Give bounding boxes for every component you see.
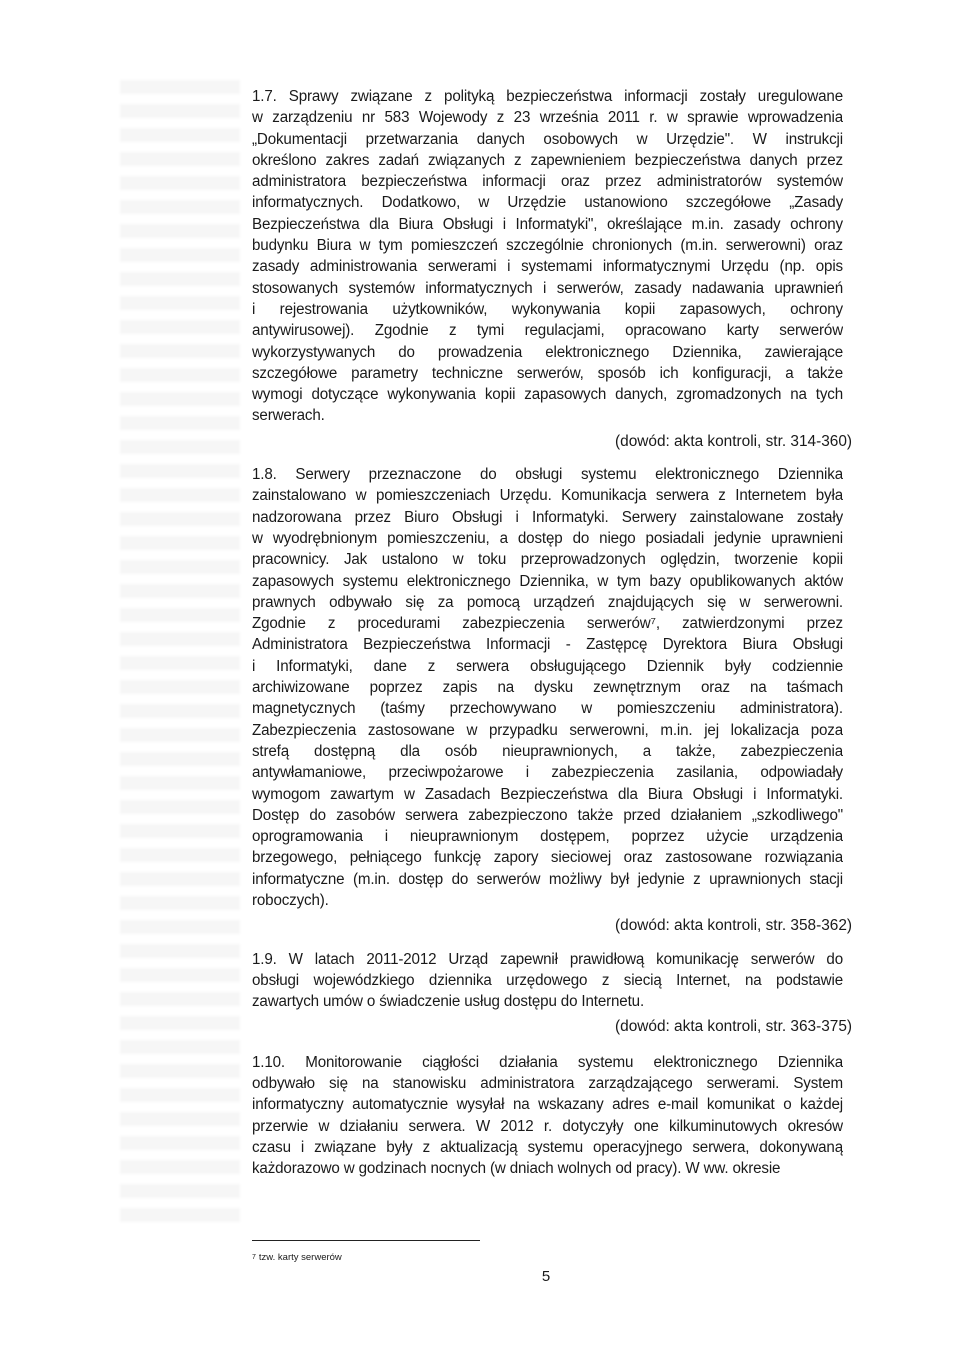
section-1-8 [252, 464, 852, 937]
section-1-8-text-line: zapasowych systemu elektronicznego Dziennika, w tym bazy opublikowanych aktów [252, 572, 843, 590]
section-1-10-text-line: informatyczny automatycznie wysyłał na wskazany adres e-mail komunikat o każdej [252, 1096, 843, 1114]
footnote-separator [252, 1240, 480, 1241]
section-1-8-text-line: Zgodnie z procedurami zabezpieczenia serwerów⁷, zatwierdzonymi przez [252, 615, 843, 633]
section-1-8-text-line: i Informatyki, dane z serwera obsługującego Dziennik były codziennie [252, 657, 843, 675]
footnote [252, 1252, 342, 1264]
section-1-8-text-line: magnetycznych (taśmy przechowywano w pomieszczeniu administratora). [252, 700, 843, 718]
section-1-8-text-line: zainstalowano w pomieszczeniach Urzędu. Komunikacja serwera z Internetem była [252, 487, 843, 505]
page-number: 5 [541, 1268, 551, 1285]
section-1-8-text-line: 1.8. Serwery przeznaczone do obsługi systemu elektronicznego Dziennika [252, 466, 843, 484]
section-1-7-evidence: (dowód: akta kontroli, str. 314-360) [615, 432, 852, 450]
footnote-text: tzw. karty serwerów [258, 1252, 342, 1263]
section-1-7-text-line: serwerach. [252, 407, 325, 425]
section-1-7-text-line: budynku Biura w tym pomieszczeń szczególnie chronionych (m.in. serwerowni) oraz [252, 237, 843, 255]
section-1-8-text-line: Zabezpieczenia zastosowane w przypadku serwerowni, m.in. jej lokalizacja poza [252, 721, 843, 739]
section-1-9-text-line: 1.9. W latach 2011-2012 Urząd zapewnił prawidłową komunikację serwerów do [252, 950, 843, 968]
section-1-8-text-line: oprogramowania i nieuprawnionym dostępem, poprzez użycie urządzenia [252, 828, 843, 846]
section-1-7-text-line: „Dokumentacji przetwarzania danych osobowych w Urzędzie". W instrukcji [252, 130, 843, 148]
section-1-7-text-line: antywirusowej). Zgodnie z tymi regulacjami, opracowano karty serwerów [252, 322, 843, 340]
section-1-10 [252, 1052, 852, 1180]
section-1-9-evidence: (dowód: akta kontroli, str. 363-375) [615, 1018, 852, 1036]
section-1-8-text-line: archiwizowane poprzez zapis na dysku zewnętrznym oraz na taśmach [252, 679, 843, 697]
section-1-7-text-line: Bezpieczeństwa dla Biura Obsługi i Informatyki", określające m.in. zasady ochrony [252, 215, 843, 233]
section-1-7-text-line: wykorzystywanych do prowadzenia elektronicznego Dziennika, zawierające [252, 343, 843, 361]
section-1-10-text-line: odbywało się na stanowisku administratora zarządzającego serwerami. System [252, 1075, 843, 1093]
section-1-8-text-line: w wyodrębnionym pomieszczeniu, a dostęp do niego posiadali jedynie uprawnieni [252, 529, 843, 547]
section-1-9-text [252, 949, 852, 1013]
section-1-8-text-line: prawnych odbywało się za pomocą urządzeń znajdujących się w serwerowni. [252, 593, 843, 611]
section-1-8-text-line: wymogom zawartym w Zasadach Bezpieczeństwa dla Biura Obsługi i Informatyki. [252, 785, 843, 803]
section-1-10-text [252, 1052, 852, 1180]
section-1-8-text-line: informatyczne (m.in. dostęp do serwerów możliwy był jedynie z uprawnionych stacji [252, 870, 843, 888]
section-1-7-text [252, 86, 852, 427]
section-1-7-text-line: określono zakres zadań związanych z zapewnieniem bezpieczeństwa danych przez [252, 151, 843, 169]
section-1-7-text-line: i rejestrowania użytkowników, wykonywania kopii zapasowych, ochrony [252, 300, 843, 318]
section-1-10-text-line: przerwie w działaniu serwera. W 2012 r. dotyczyły one kilkuminutowych okresów [252, 1117, 843, 1135]
section-1-10-text-line: czasu i związane były z aktualizacją systemu operacyjnego serwera, dokonywaną [252, 1138, 843, 1156]
section-1-7-text-line: wymogi dotyczące wykonywania kopii zapasowych danych, zgromadzonych na tych [252, 386, 843, 404]
section-1-7-text-line: w zarządzeniu nr 583 Wojewody z 23 września 2011 r. w sprawie wprowadzenia [252, 109, 843, 127]
section-1-9 [252, 949, 852, 1038]
section-1-8-text-line: strefą dostępną dla osób nieuprawnionych, a także, zabezpieczenia [252, 742, 843, 760]
section-1-8-text-line: roboczych). [252, 891, 329, 909]
section-1-9-text-line: zawartych umów o świadczenie usług dostępu do Internetu. [252, 993, 645, 1011]
scan-ghosting [120, 80, 240, 1230]
section-1-7-text-line: zasady administrowania serwerami i systemami informatycznymi Urzędu (np. opis [252, 258, 843, 276]
section-1-8-text-line: brzegowego, pełniącego funkcję zapory sieciowej oraz zastosowane rozwiązania [252, 849, 843, 867]
section-1-8-text-line: antywłamaniowe, przeciwpożarowe i zabezpieczenia zasilania, odpowiadały [252, 764, 843, 782]
section-1-8-text-line: pracownicy. Jak ustalono w toku przeprowadzonych oględzin, tworzenie kopii [252, 551, 843, 569]
section-1-8-evidence: (dowód: akta kontroli, str. 358-362) [615, 917, 852, 935]
section-1-7-text-line: szczegółowe parametry techniczne serwerów, sposób ich konfiguracji, a także [252, 364, 843, 382]
section-1-9-text-line: obsługi wojewódzkiego dziennika urzędowego z siecią Internet, na podstawie [252, 971, 843, 989]
section-1-7-text-line: stosowanych systemów informatycznych i serwerów, zasady nadawania uprawnień [252, 279, 843, 297]
section-1-8-text-line: Administratora Bezpieczeństwa Informacji - Zastępcę Dyrektora Biura Obsługi [252, 636, 843, 654]
section-1-8-text-line: Dostęp do zasobów serwera zabezpieczono także przed działaniem „szkodliwego" [252, 806, 843, 824]
document-body [252, 86, 852, 1180]
section-1-7 [252, 86, 852, 452]
section-1-7-text-line: administratora bezpieczeństwa informacji oraz przez administratorów systemów [252, 173, 843, 191]
section-1-7-text-line: informatycznych. Dodatkowo, w Urzędzie ustanowiono szczegółowe „Zasady [252, 194, 843, 212]
section-1-8-text-line: nadzorowana przez Biuro Obsługi i Informatyki. Serwery zainstalowane zostały [252, 508, 843, 526]
section-1-10-text-line: 1.10. Monitorowanie ciągłości działania systemu elektronicznego Dziennika [252, 1053, 843, 1071]
footnote-marker: 7 [252, 1254, 256, 1261]
section-1-8-text [252, 464, 852, 911]
section-1-10-text-line: każdorazowo w godzinach nocnych (w dniach wolnych od pracy). W ww. okresie [252, 1160, 781, 1178]
section-1-7-text-line: 1.7. Sprawy związane z polityką bezpieczeństwa informacji zostały uregulowane [252, 88, 843, 105]
